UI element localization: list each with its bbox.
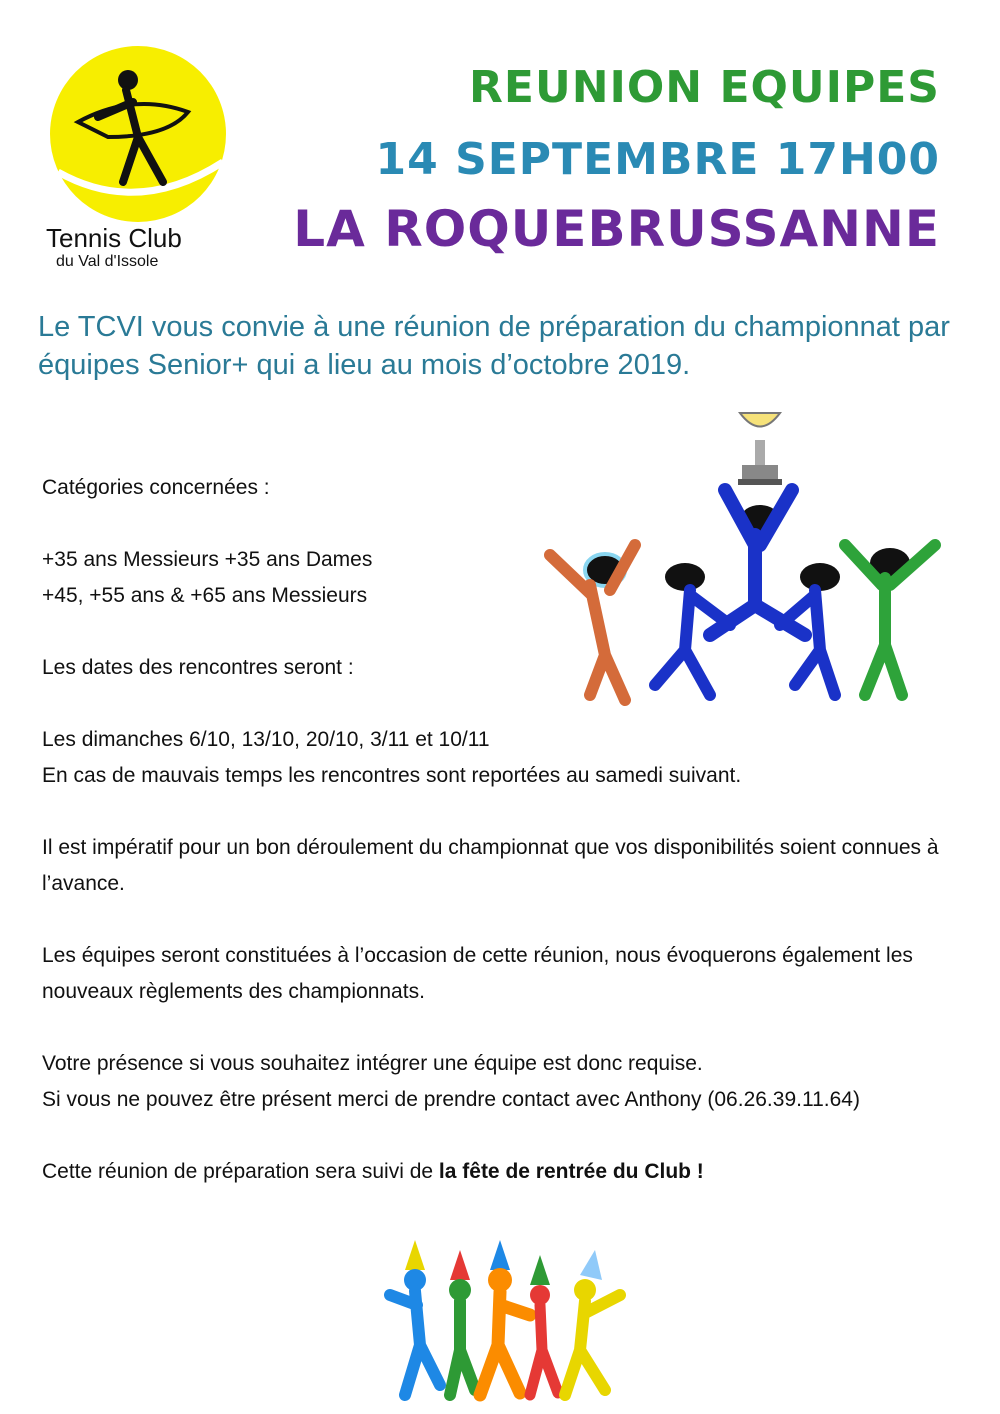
party-figures-illustration — [380, 1235, 630, 1405]
presence-line: Votre présence si vous souhaitez intégrer une équipe est donc requise. — [42, 1052, 703, 1075]
category-line-2: +45, +55 ans & +65 ans Messieurs — [42, 584, 368, 607]
closing-highlight: la fête de rentrée du Club ! — [438, 1160, 704, 1183]
logo-title: Tennis Club — [46, 223, 182, 253]
closing-text: Cette réunion de préparation sera suivi de — [42, 1160, 439, 1183]
intro-text: Le TCVI vous convie à une réunion de préparation du championnat par équipes Senior+ qui a lieu au mois d’octobre 2019. — [38, 311, 950, 381]
header-title: REUNION EQUIPES — [469, 62, 940, 113]
category-line-1: +35 ans Messieurs +35 ans Dames — [42, 548, 373, 571]
imperative-line: Il est impératif pour un bon déroulement du championnat que vos disponibilités soient connues à l’avance. — [42, 836, 939, 895]
dates-title: Les dates des rencontres seront : — [42, 656, 354, 679]
teams-line: Les équipes seront constituées à l’occasion de cette réunion, nous évoquerons également les nouveaux règlements des championnats. — [42, 944, 913, 1003]
logo-subtitle: du Val d'Issole — [56, 253, 159, 270]
header-location: LA ROQUEBRUSSANNE — [293, 200, 940, 258]
categories-title: Catégories concernées : — [42, 476, 270, 499]
contact-line: Si vous ne pouvez être présent merci de prendre contact avec Anthony (06.26.39.11.64) — [42, 1088, 860, 1111]
header-date: 14 SEPTEMBRE 17H00 — [375, 134, 940, 185]
weather-line: En cas de mauvais temps les rencontres sont reportées au samedi suivant. — [42, 764, 742, 787]
body-section — [42, 470, 962, 1190]
closing-line — [42, 1154, 962, 1190]
club-logo — [38, 42, 238, 272]
dates-line: Les dimanches 6/10, 13/10, 20/10, 3/11 et 10/11 — [42, 728, 490, 751]
